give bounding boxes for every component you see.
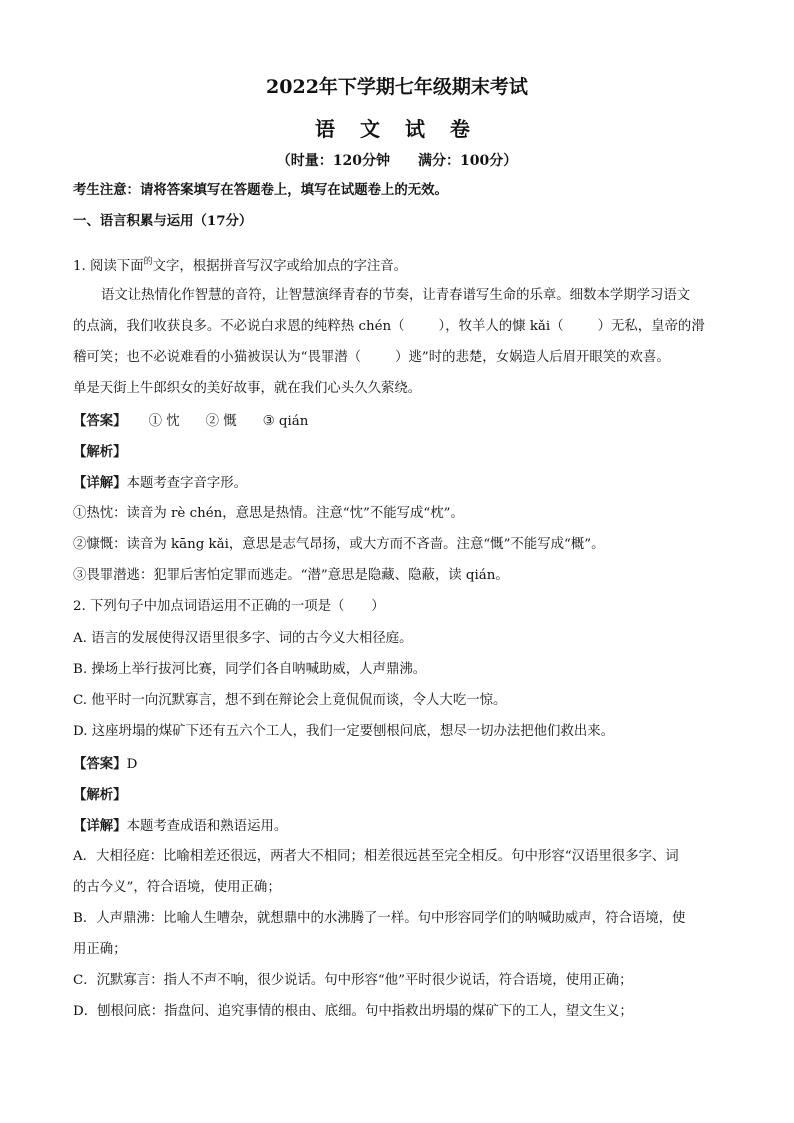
q1-paragraph-line: 单是天街上牛郎织女的美好故事，就在我们心头久久萦绕。 (73, 381, 422, 396)
q2-explanation: B．人声鼎沸：比喻人生嘈杂，就想鼎中的水沸腾了一样。句中形容同学们的呐喊助威声，符合语境，使 (73, 911, 686, 926)
q2-option-a: A. 语言的发展使得汉语里很多字、词的古今义大相径庭。 (73, 631, 413, 646)
q1-p2-c: ）无私，皇帝的滑 (597, 319, 705, 334)
q1-answer-3: ③ qián (262, 414, 309, 429)
exam-subject: 语 文 试 卷 (315, 117, 479, 141)
exam-title: 2022年下学期七年级期末考试 (266, 76, 528, 98)
q2-explanation: 的古今义”，符合语境，使用正确； (73, 880, 281, 895)
q1-p2-a: 的点滴，我们收获良多。不必说白求恩的纯粹热 chén（ (73, 319, 405, 334)
analysis-tag: 【解析】 (73, 787, 127, 803)
detail-tag: 【详解】 (73, 475, 127, 491)
q1-stem-sup: 的 (143, 257, 153, 267)
q2-option-d: D. 这座坍塌的煤矿下还有五六个工人，我们一定要刨根问底，想尽一切办法把他们救出来。 (73, 724, 615, 739)
detail-tag: 【详解】 (73, 818, 127, 834)
answer-tag: 【答案】 (73, 413, 127, 429)
q1-explanation: ①热忱：读音为 rè chén，意思是热情。注意“忱”不能写成“枕”。 (73, 506, 464, 521)
q2-explanation: D．刨根问底：指盘问、追究事情的根由、底细。句中指救出坍塌的煤矿下的工人，望文生义； (73, 1004, 633, 1019)
q2-detail (73, 816, 287, 837)
q2-explanation: 用正确； (73, 942, 127, 957)
answer-tag: 【答案】 (73, 756, 127, 772)
q1-p2-b: ），牧羊人的慷 kǎi（ (438, 319, 564, 334)
q1-detail-text: 本题考查字音字形。 (126, 476, 248, 491)
q1-p3-a: 稽可笑；也不必说难看的小猫被误认为“畏罪潜（ (73, 350, 362, 365)
q1-detail (73, 473, 247, 494)
q2-option-c: C. 他平时一向沉默寡言，想不到在辩论会上竟侃侃而谈，令人大吃一惊。 (73, 693, 507, 708)
q1-stem-b: 文字，根据拼音写汉字或给加点的字注音。 (152, 259, 408, 274)
q2-option-b: B. 操场上举行拔河比赛，同学们各自呐喊助威，人声鼎沸。 (73, 662, 427, 677)
q2-detail-text: 本题考查成语和熟语运用。 (126, 819, 288, 834)
q1-paragraph-line: 语文让热情化作智慧的音符，让智慧演绎青春的节奏，让青春谱写生命的乐章。细数本学期学习语文 (101, 288, 691, 303)
q1-stem (73, 252, 407, 277)
section-heading: 一、语言积累与运用（17分） (73, 213, 253, 229)
q1-explanation: ②慷慨：读音为 kāng kǎi，意思是志气昂扬，或大方而不吝啬。注意“慨”不能写成“概”。 (73, 537, 605, 552)
q2-answer (73, 754, 137, 775)
q1-p3-b: ）逃”时的悲楚，女娲造人后眉开眼笑的欢喜。 (395, 350, 670, 365)
q1-answer-2: ② 慨 (205, 414, 237, 429)
q2-explanation: C．沉默寡言：指人不声不响，很少说话。句中形容“他”平时很少说话，符合语境，使用正确； (73, 973, 633, 988)
analysis-tag: 【解析】 (73, 444, 127, 460)
q1-stem-a: 1. 阅读下面 (73, 259, 144, 274)
exam-notice: 考生注意：请将答案填写在答题卷上，填写在试题卷上的无效。 (73, 182, 448, 198)
q2-explanation: A．大相径庭：比喻相差还很远，两者大不相同；相差很远甚至完全相反。句中形容“汉语里很多字、词 (73, 849, 679, 864)
q2-stem: 2. 下列句子中加点词语运用不正确的一项是（ ） (73, 599, 385, 614)
q1-paragraph-line (73, 348, 670, 368)
q1-answer-1: ① 忱 (148, 414, 180, 429)
exam-meta: （时量：120分钟 满分：100分） (276, 153, 518, 169)
q1-answer (73, 411, 334, 432)
q1-explanation: ③畏罪潜逃：犯罪后害怕定罪而逃走。“潜”意思是隐藏、隐蔽，读 qián。 (73, 568, 509, 583)
q2-answer-value: D (126, 757, 138, 772)
q1-paragraph-line (73, 317, 705, 337)
